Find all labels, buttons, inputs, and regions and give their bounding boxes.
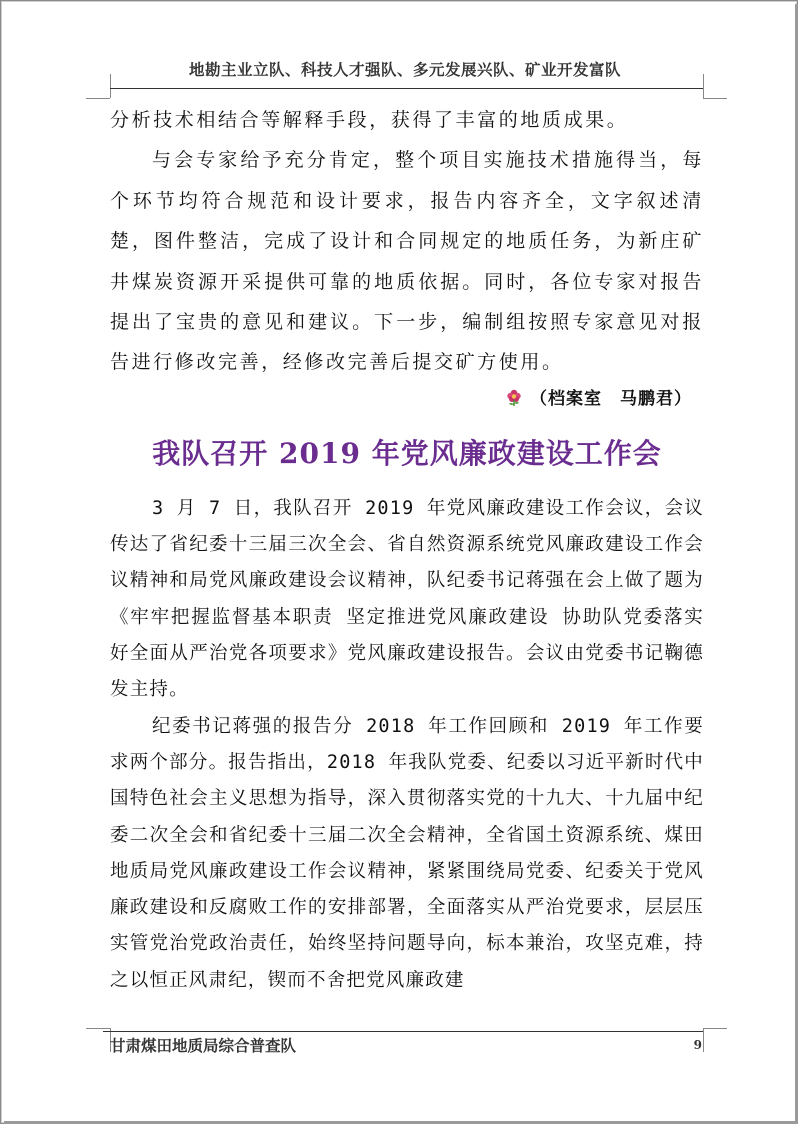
signature-text: （档案室 马鹏君） xyxy=(530,388,692,409)
page-number: 9 xyxy=(693,1038,702,1052)
article2-paragraph: 纪委书记蒋强的报告分 2018 年工作回顾和 2019 年工作要求两个部分。报告指出，2018 年我队党委、纪委以习近平新时代中国特色社会主义思想为指导，深入贯彻落实党的十九大、十九届中纪委二次全会和省纪委十三届二次全会精神，全省国土资源系统、煤田地质局党风廉政建设工作会议精神，紧紧围绕局党委、纪委关于党风廉政建设和反腐败工作的安排部署，全面落实从严治党要求，层层压实管党治党政治责任，始终坚持问题导向，标本兼治，攻坚克难，持之以恒正风肃纪，锲而不舍把党风廉政建 xyxy=(110,715,704,991)
page-content xyxy=(110,100,704,999)
crop-mark xyxy=(703,1028,704,1052)
header-rule xyxy=(110,88,703,89)
crop-mark xyxy=(86,1028,110,1029)
crop-mark xyxy=(703,98,727,99)
footer-rule xyxy=(103,1031,703,1032)
crop-mark xyxy=(703,74,704,98)
article2-paragraph: 3 月 7 日，我队召开 2019 年党风廉政建设工作会议，会议传达了省纪委十三届三次全会、省自然资源系统党风廉政建设工作会议精神和局党风廉政建设会议精神，队纪委书记蒋强在会上做了题为《牢牢把握监督基本职责 坚定推进党风廉政建设 协助队党委落实好全面从严治党各项要求》党风廉政建设报告。会议由党委书记鞠德发主持。 xyxy=(110,497,704,701)
article1-paragraph: 与会专家给予充分肯定，整个项目实施技术措施得当，每个环节均符合规范和设计要求，报告内容齐全，文字叙述清楚，图件整洁，完成了设计和合同规定的地质任务，为新庄矿井煤炭资源开采提供可靠的地质依据。同时，各位专家对报告提出了宝贵的意见和建议。下一步，编制组按照专家意见对报告进行修改完善，经修改完善后提交矿方使用。 xyxy=(110,149,704,374)
flower-icon xyxy=(504,387,524,407)
crop-mark xyxy=(703,1028,727,1029)
crop-mark xyxy=(86,98,110,99)
article1-paragraph: 分析技术相结合等解释手段，获得了丰富的地质成果。 xyxy=(110,109,629,131)
article1-signature xyxy=(110,381,692,417)
footer-organization: 甘肃煤田地质局综合普查队 xyxy=(110,1036,297,1055)
article2-title: 我队召开 2019 年党风廉政建设工作会 xyxy=(152,436,662,470)
running-header: 地勘主业立队、科技人才强队、多元发展兴队、矿业开发富队 xyxy=(188,60,621,79)
